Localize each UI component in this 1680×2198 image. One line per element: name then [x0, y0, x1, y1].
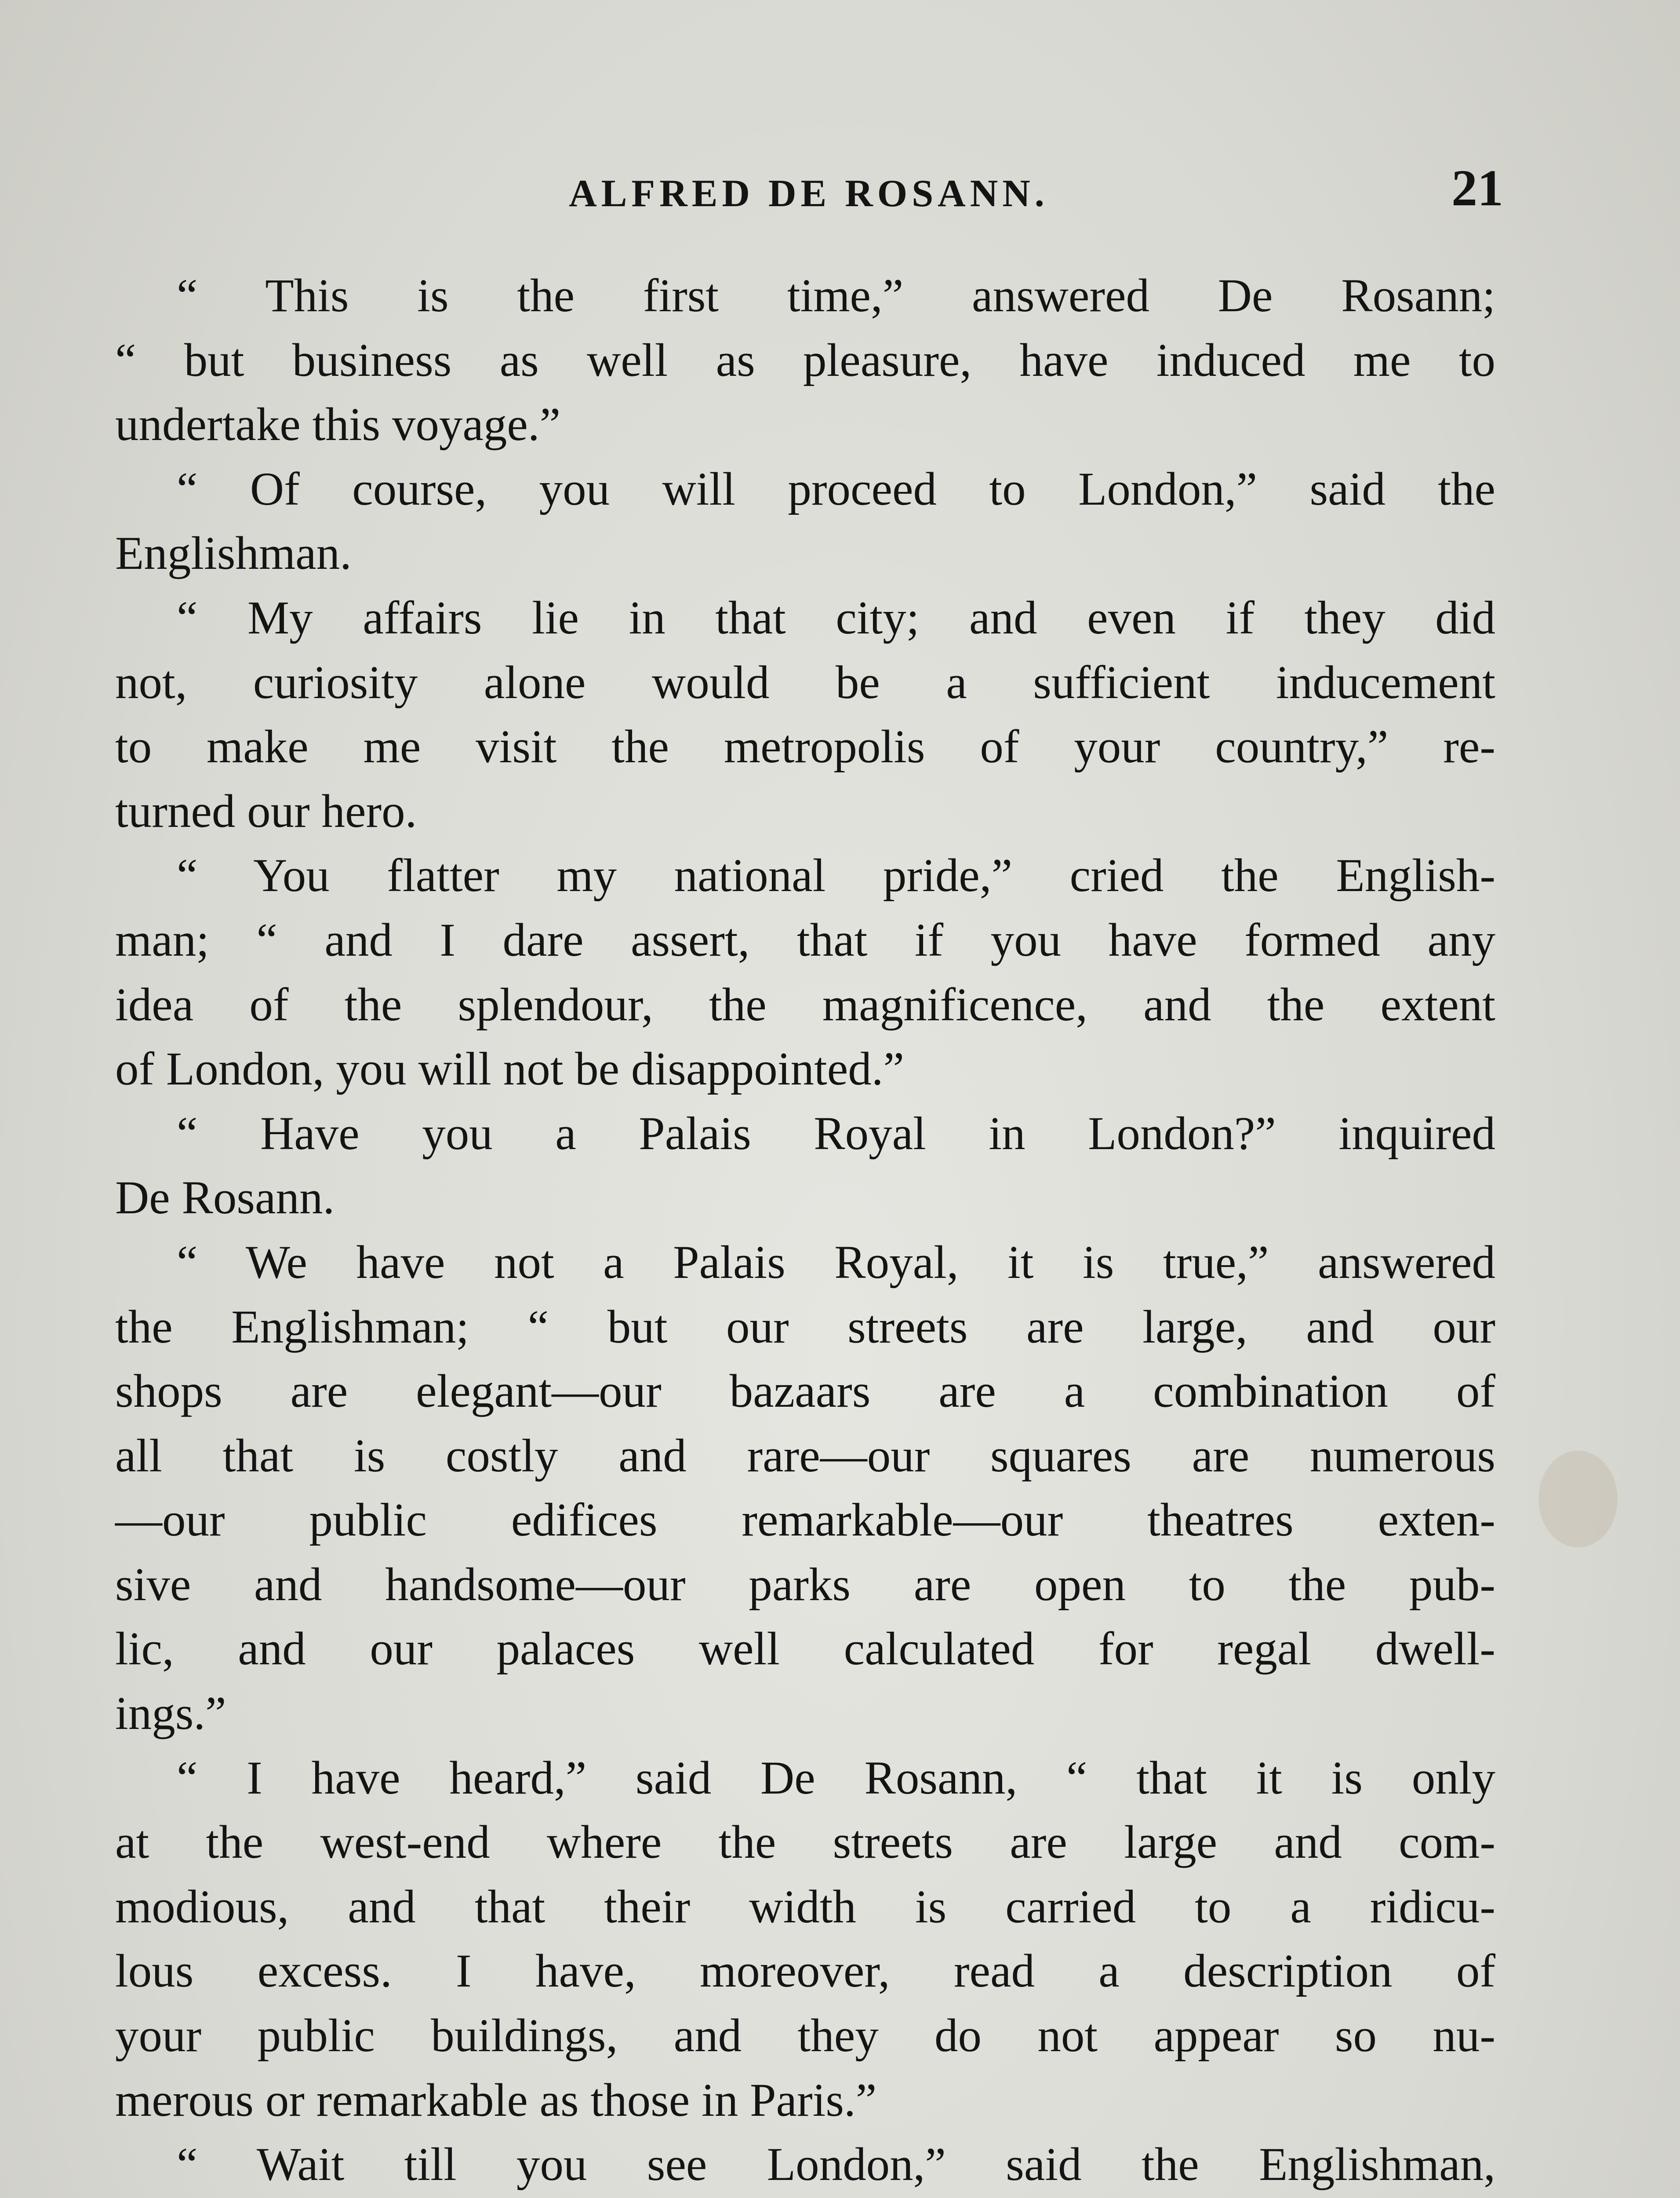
text-line: lic, and our palaces well calculated for regal dwell-	[115, 1623, 1495, 1675]
text-line: “ My affairs lie in that city; and even if they did	[177, 592, 1495, 644]
text-line: man; “ and I dare assert, that if you have formed any	[115, 914, 1495, 966]
text-line: sive and handsome—our parks are open to the pub-	[115, 1558, 1495, 1611]
text-line: your public buildings, and they do not appear so nu-	[115, 2010, 1495, 2062]
text-line: the Englishman; “ but our streets are large, and our	[115, 1301, 1495, 1353]
text-line: turned our hero.	[115, 785, 417, 837]
text-line: idea of the splendour, the magnificence, and the extent	[115, 979, 1495, 1031]
paper-stain	[1538, 1451, 1618, 1547]
page-header	[114, 158, 1503, 237]
text-line: “ You flatter my national pride,” cried the English-	[177, 850, 1495, 902]
text-line: lous excess. I have, moreover, read a description of	[115, 1945, 1495, 1998]
text-line: ings.”	[115, 1688, 226, 1740]
text-line: at the west-end where the streets are large and com-	[115, 1816, 1495, 1869]
text-line: shops are elegant—our bazaars are a combination of	[115, 1365, 1495, 1418]
text-line: merous or remarkable as those in Paris.”	[115, 2074, 877, 2126]
text-line: “ Of course, you will proceed to London,” said the	[177, 463, 1495, 515]
text-line: “ Wait till you see London,” said the Englishman,	[177, 2139, 1495, 2191]
text-line: of London, you will not be disappointed.”	[115, 1043, 904, 1095]
text-line: to make me visit the metropolis of your country,” re-	[115, 721, 1495, 773]
text-line: “ but business as well as pleasure, have induced me to	[115, 334, 1495, 386]
text-line: Englishman.	[115, 528, 352, 580]
text-line: undertake this voyage.”	[115, 399, 561, 451]
body-text	[115, 264, 1495, 2198]
text-line: “ I have heard,” said De Rosann, “ that it is only	[177, 1752, 1495, 1804]
running-title: ALFRED DE ROSANN.	[569, 172, 1049, 215]
page-number: 21	[1451, 159, 1503, 217]
text-line: not, curiosity alone would be a sufficient inducement	[115, 656, 1495, 709]
text-line: all that is costly and rare—our squares are numerous	[115, 1430, 1495, 1482]
text-line: “ We have not a Palais Royal, it is true,” answered	[177, 1236, 1495, 1288]
text-line: “ Have you a Palais Royal in London?” inquired	[177, 1107, 1495, 1160]
text-line: modious, and that their width is carried to a ridicu-	[115, 1881, 1495, 1933]
text-line: —our public edifices remarkable—our theatres exten-	[115, 1494, 1495, 1547]
text-line: De Rosann.	[115, 1172, 335, 1224]
text-line: “ This is the first time,” answered De Rosann;	[177, 270, 1495, 322]
